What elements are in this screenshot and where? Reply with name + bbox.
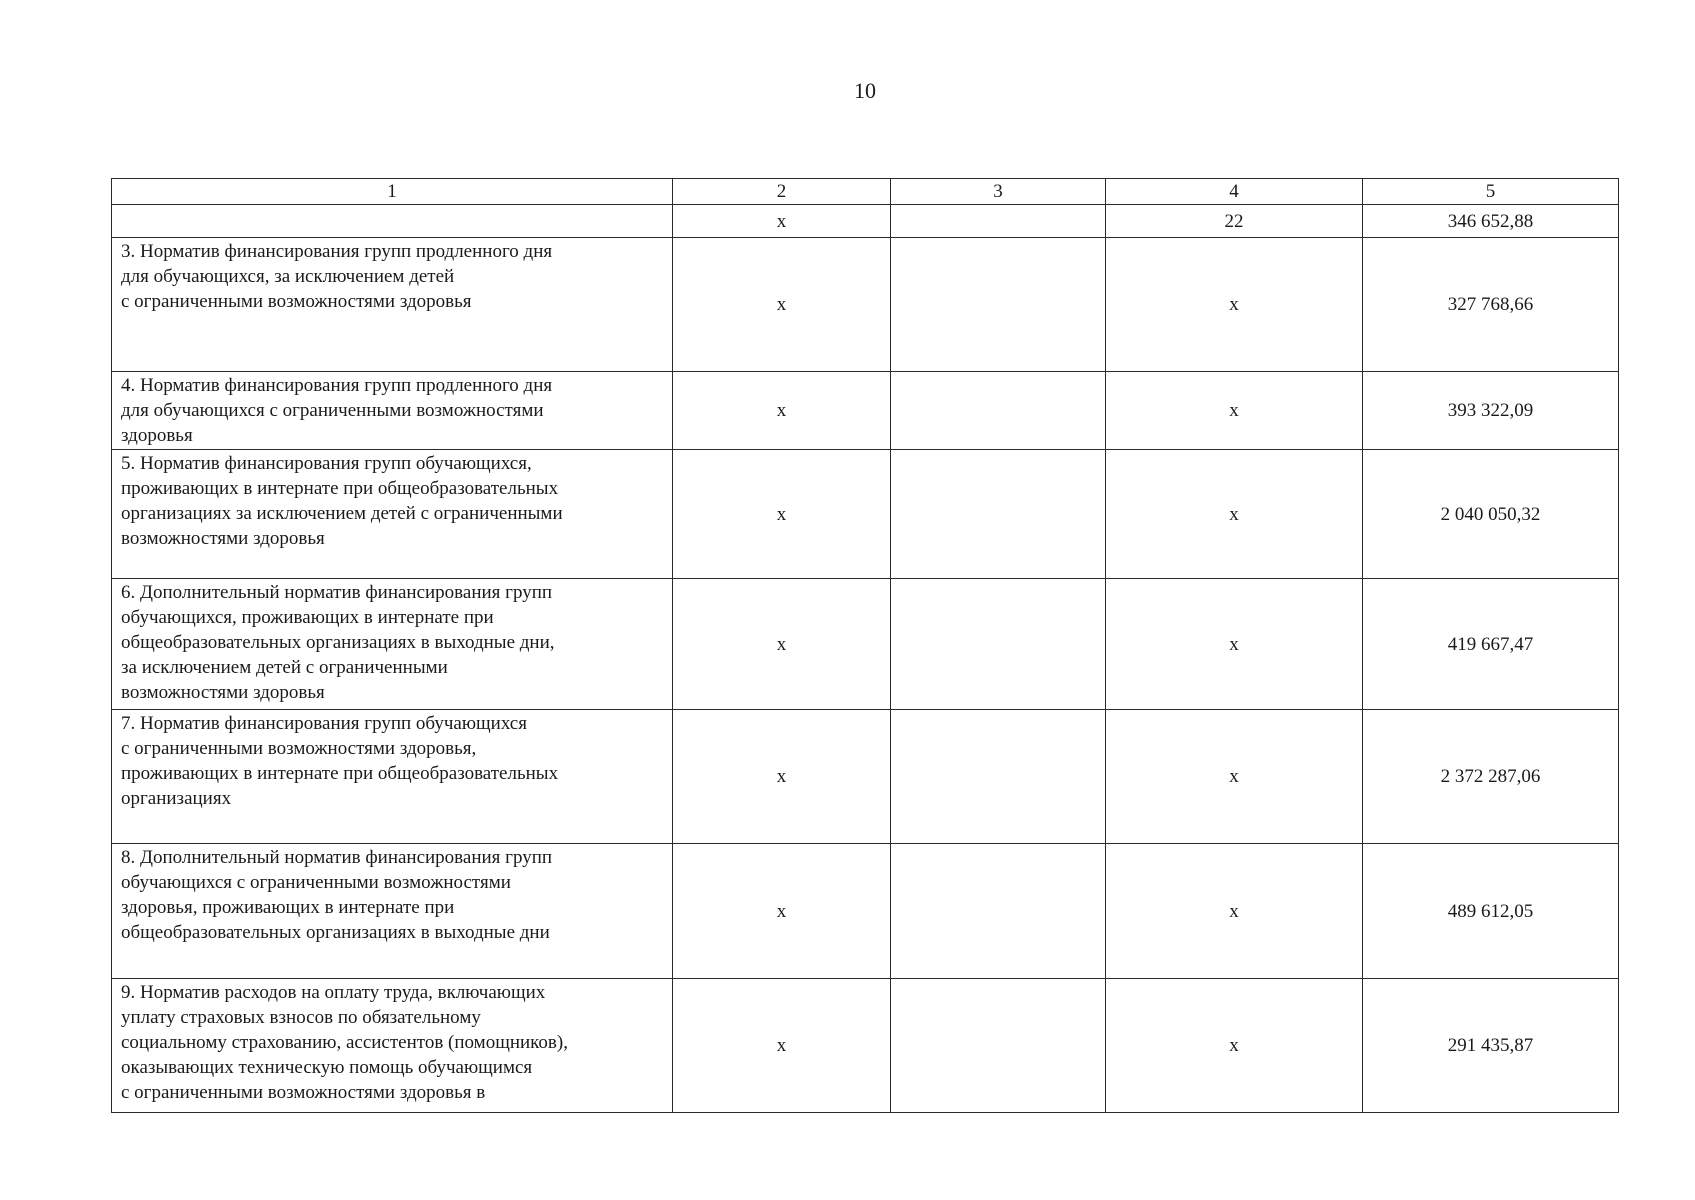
cell-col4: х <box>1106 450 1363 579</box>
cell-col3 <box>891 844 1106 979</box>
column-header-3: 3 <box>891 179 1106 205</box>
page-number: 10 <box>854 78 876 103</box>
cell-col2: х <box>673 450 891 579</box>
cell-col3 <box>891 450 1106 579</box>
row-label: 3. Норматив финансирования групп продленного дня для обучающихся, за исключением детей с ограниченными возможностями здоровья <box>112 238 673 372</box>
financing-norms-table <box>111 178 1619 1113</box>
row-label: 9. Норматив расходов на оплату труда, включающих уплату страховых взносов по обязательному социальному страхованию, ассистентов (помощников), оказывающих техническую помощь обучающимся с ограниченными возможностями здоровья в <box>112 979 673 1113</box>
cell-col2: х <box>673 979 891 1113</box>
cell-col5: 291 435,87 <box>1363 979 1619 1113</box>
cell-col5: 2 040 050,32 <box>1363 450 1619 579</box>
column-header-4: 4 <box>1106 179 1363 205</box>
column-header-1: 1 <box>112 179 673 205</box>
cell-col5: 346 652,88 <box>1363 205 1619 238</box>
cell-col5: 327 768,66 <box>1363 238 1619 372</box>
cell-col2: х <box>673 372 891 450</box>
column-header-5: 5 <box>1363 179 1619 205</box>
cell-col3 <box>891 372 1106 450</box>
table-row <box>112 710 1619 844</box>
cell-col4: х <box>1106 844 1363 979</box>
cell-col2: х <box>673 579 891 710</box>
cell-col4: х <box>1106 979 1363 1113</box>
row-label: 4. Норматив финансирования групп продленного дня для обучающихся с ограниченными возможностями здоровья <box>112 372 673 450</box>
cell-col2: х <box>673 205 891 238</box>
row-label: 8. Дополнительный норматив финансирования групп обучающихся с ограниченными возможностями здоровья, проживающих в интернате при общеобразовательных организациях в выходные дни <box>112 844 673 979</box>
table-row <box>112 450 1619 579</box>
cell-col4: х <box>1106 710 1363 844</box>
table-row <box>112 979 1619 1113</box>
cell-col5: 419 667,47 <box>1363 579 1619 710</box>
row-label: 5. Норматив финансирования групп обучающихся, проживающих в интернате при общеобразовательных организациях за исключением детей с ограниченными возможностями здоровья <box>112 450 673 579</box>
cell-col2: х <box>673 710 891 844</box>
table-row <box>112 238 1619 372</box>
cell-col5: 393 322,09 <box>1363 372 1619 450</box>
row-label: 6. Дополнительный норматив финансирования групп обучающихся, проживающих в интернате при общеобразовательных организациях в выходные дни, за исключением детей с ограниченными возможностями здоровья <box>112 579 673 710</box>
cell-col3 <box>891 205 1106 238</box>
table-row <box>112 372 1619 450</box>
row-label <box>112 205 673 238</box>
row-label: 7. Норматив финансирования групп обучающихся с ограниченными возможностями здоровья, проживающих в интернате при общеобразовательных организациях <box>112 710 673 844</box>
cell-col4: 22 <box>1106 205 1363 238</box>
column-number-row <box>112 179 1619 205</box>
column-header-2: 2 <box>673 179 891 205</box>
cell-col2: х <box>673 238 891 372</box>
cell-col3 <box>891 238 1106 372</box>
cell-col4: х <box>1106 579 1363 710</box>
cell-col4: х <box>1106 238 1363 372</box>
cell-col3 <box>891 579 1106 710</box>
table-row <box>112 579 1619 710</box>
table-row <box>112 844 1619 979</box>
cell-col3 <box>891 710 1106 844</box>
cell-col4: х <box>1106 372 1363 450</box>
cell-col3 <box>891 979 1106 1113</box>
cell-col5: 489 612,05 <box>1363 844 1619 979</box>
cell-col2: х <box>673 844 891 979</box>
table-row <box>112 205 1619 238</box>
cell-col5: 2 372 287,06 <box>1363 710 1619 844</box>
